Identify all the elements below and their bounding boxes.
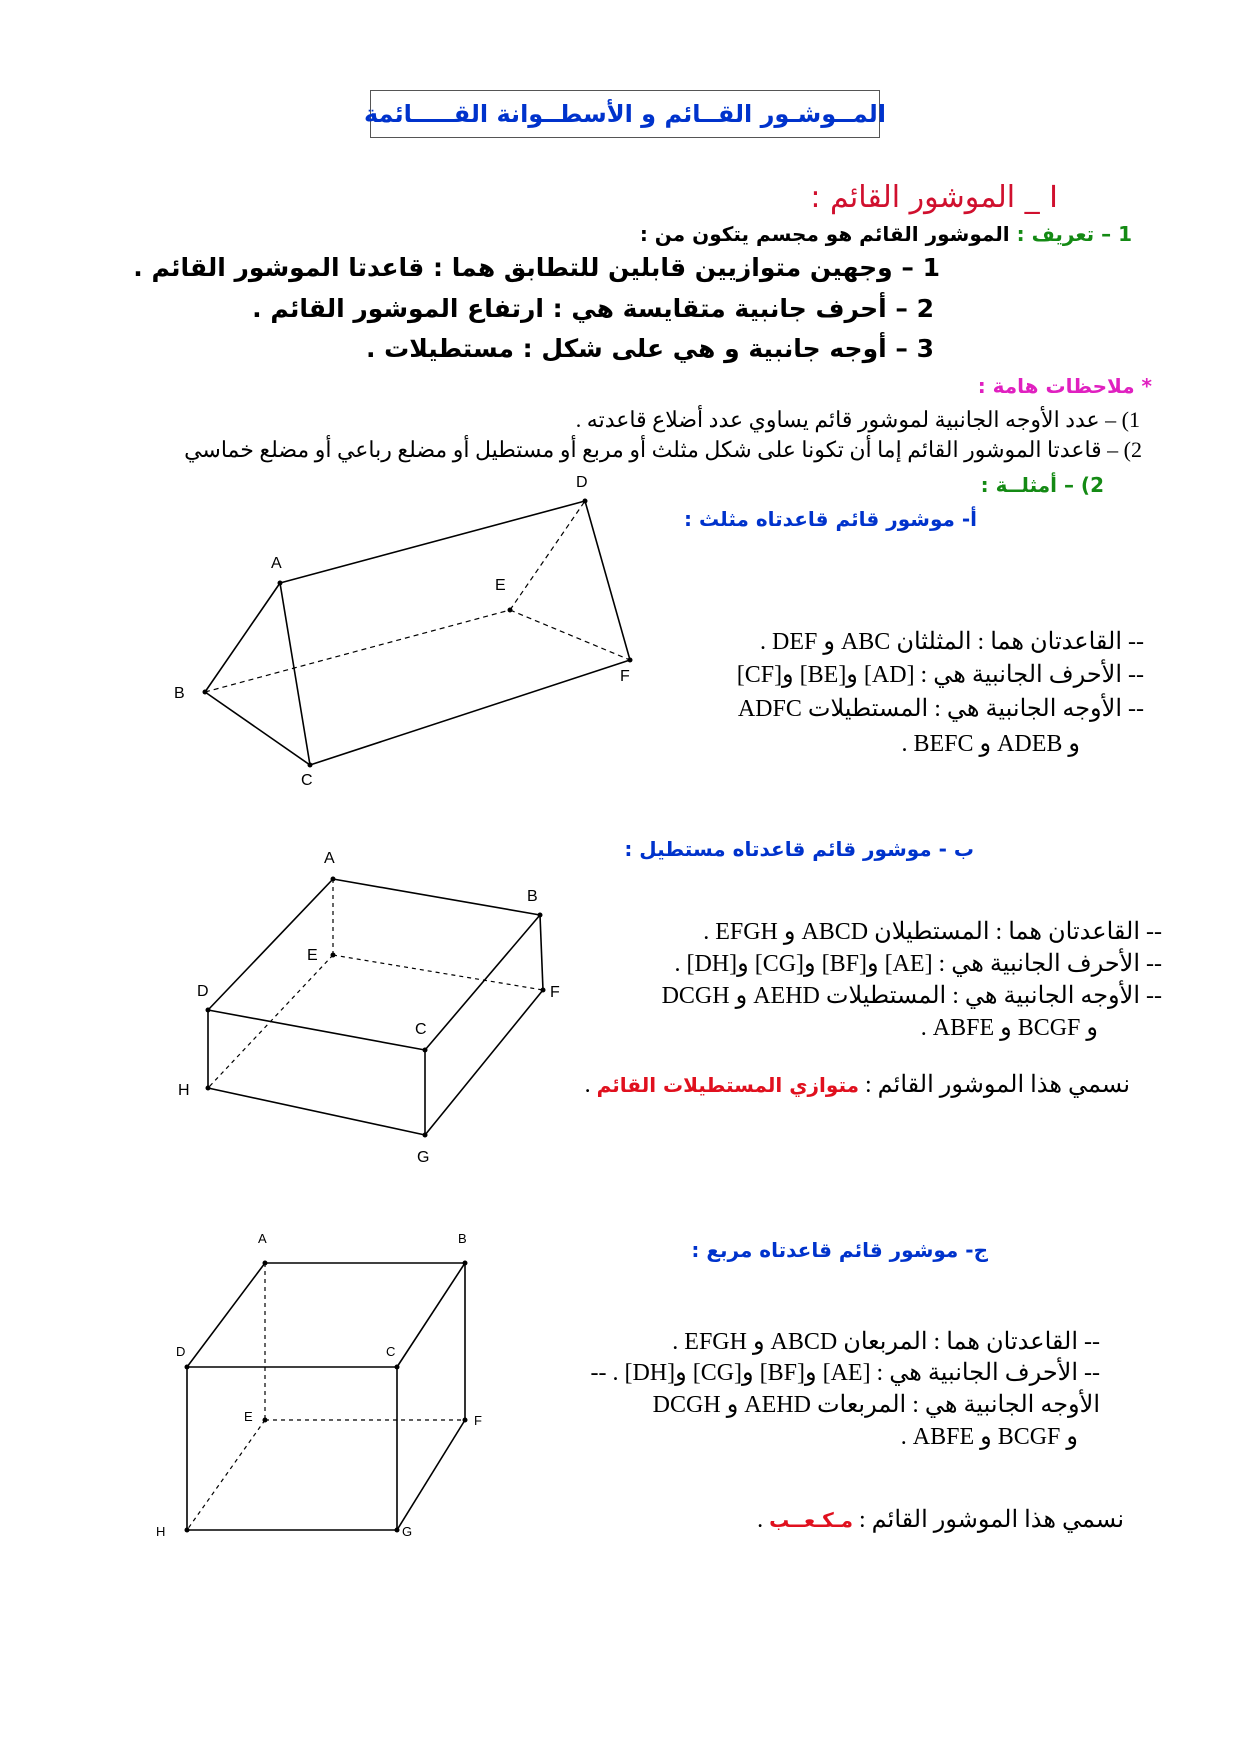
definition-label: تعريف :: [1016, 222, 1095, 246]
section-title: الموشور القائم :: [810, 180, 1016, 215]
edge-AD: [187, 1263, 265, 1367]
definition-item-3: 3 – أوجه جانبية و هي على شكل : مستطيلات .: [365, 334, 934, 363]
note-2: 2) – قاعدتا الموشور القائم إما أن تكونا على شكل مثلث أو مربع أو مستطيل أو مضلع رباعي أو مضلع خماسي: [184, 437, 1142, 462]
edge-DC: [208, 1010, 425, 1050]
edge-BC: [205, 692, 310, 765]
edge-HG: [208, 1088, 425, 1135]
example-c-line-4: و BCGF و ABFE .: [900, 1424, 1078, 1450]
label-H: H: [178, 1082, 190, 1099]
label-D: D: [576, 474, 588, 491]
example-a-title: أ- موشور قائم قاعدتاه مثلث :: [684, 507, 977, 531]
hidden-edge-EF: [333, 955, 543, 990]
naming-prefix: نسمي هذا الموشور القائم :: [865, 1072, 1130, 1098]
triangular-prism-figure: [160, 470, 660, 800]
note-2-clip: [118, 432, 1142, 466]
example-a-line-4: و ADEB و BEFC .: [901, 731, 1080, 757]
label-F: F: [550, 984, 560, 1001]
example-a-line-1: -- القاعدتان هما : المثلثان ABC و DEF .: [760, 629, 1144, 655]
example-b-naming: [585, 1070, 1130, 1099]
rectangular-prism-figure: [165, 835, 585, 1175]
example-c-line-2: -- الأحرف الجانبية هي : [AE] و[BF] و[CG] و[DH] . --: [590, 1360, 1100, 1386]
notes-heading: * ملاحظات هامة :: [977, 374, 1152, 398]
definition-text: الموشور القائم هو مجسم يتكون من :: [639, 222, 1010, 246]
example-b-title: ب - موشور قائم قاعدتاه مستطيل :: [624, 837, 974, 861]
definition-item-2: 2 – أحرف جانبية متقايسة هي : ارتفاع الموشور القائم .: [252, 294, 934, 323]
example-b-line-1: -- القاعدتان هما : المستطيلان ABCD و EFGH .: [703, 919, 1162, 945]
edge-AD: [208, 879, 333, 1010]
example-a-line-3: -- الأوجه الجانبية هي : المستطيلات ADFC: [737, 696, 1144, 722]
example-c-line-1: -- القاعدتان هما : المربعان ABCD و EFGH .: [672, 1329, 1100, 1355]
hidden-edge-EH: [187, 1420, 265, 1530]
naming-suffix: .: [757, 1507, 764, 1533]
label-D: D: [176, 1344, 186, 1359]
label-H: H: [156, 1524, 166, 1539]
label-E: E: [307, 947, 318, 964]
definition-item-1: 1 – وجهين متوازيين قابلين للتطابق هما : قاعدتا الموشور القائم .: [133, 253, 940, 282]
label-C: C: [301, 772, 313, 789]
label-B: B: [527, 888, 538, 905]
edge-CF: [310, 660, 630, 765]
label-G: G: [417, 1149, 430, 1166]
edge-AB: [333, 879, 540, 915]
naming-prefix: نسمي هذا الموشور القائم :: [859, 1507, 1124, 1533]
edge-FG: [425, 990, 543, 1135]
definition-intro: [640, 222, 1132, 246]
label-C: C: [415, 1021, 427, 1038]
label-C: C: [386, 1344, 396, 1359]
hidden-edge-EH: [208, 955, 333, 1088]
definition-number: 1 –: [1101, 222, 1132, 246]
example-b-line-4: و BCGF و ABFE .: [920, 1015, 1098, 1041]
example-a-line-2: -- الأحرف الجانبية هي : [AD] و[BE] و[CF]: [736, 662, 1144, 688]
label-F: F: [474, 1413, 482, 1428]
label-B: B: [458, 1231, 467, 1246]
section-separator: _: [1024, 180, 1040, 215]
label-A: A: [324, 850, 335, 867]
hidden-edge-EF: [510, 610, 630, 660]
label-A: A: [271, 555, 282, 572]
examples-heading: 2) – أمثلــة :: [980, 473, 1104, 497]
example-b-line-2: -- الأحرف الجانبية هي : [AE] و[BF] و[CG] و[DH] .: [674, 951, 1162, 977]
label-D: D: [197, 983, 209, 1000]
example-b-line-3: -- الأوجه الجانبية هي : المستطيلات AEHD و DCGH: [661, 983, 1162, 1009]
edge-AD: [280, 501, 585, 583]
example-c-naming: [757, 1505, 1124, 1534]
example-c-line-3: الأوجه الجانبية هي : المربعات AEHD و DCGH: [652, 1392, 1100, 1418]
hidden-edge-BE: [205, 610, 510, 692]
edge-DF: [585, 501, 630, 660]
naming-suffix: .: [584, 1072, 591, 1098]
label-F: F: [620, 668, 630, 685]
edge-FG: [397, 1420, 465, 1530]
edge-BC: [397, 1263, 465, 1367]
label-A: A: [258, 1231, 267, 1246]
section-number: I: [1049, 180, 1058, 215]
label-E: E: [495, 577, 506, 594]
edge-AB: [205, 583, 280, 692]
page-title: المــوشـور القــائم و الأسطــوانة القـــــائمة: [370, 90, 880, 138]
label-B: B: [174, 685, 185, 702]
edge-BC: [425, 915, 540, 1050]
section-heading: [810, 180, 1058, 215]
cube-figure: [150, 1225, 530, 1555]
naming-term: متوازي المستطيلات القائم: [596, 1073, 859, 1097]
label-E: E: [244, 1409, 253, 1424]
label-G: G: [402, 1524, 413, 1539]
note-1: 1) – عدد الأوجه الجانبية لموشور قائم يساوي عدد أضلاع قاعدته .: [575, 407, 1140, 432]
example-c-title: ج- موشور قائم قاعدتاه مربع :: [691, 1238, 988, 1262]
edge-BF: [540, 915, 543, 990]
edge-AC: [280, 583, 310, 765]
naming-term: مـكـعــب: [769, 1508, 853, 1532]
